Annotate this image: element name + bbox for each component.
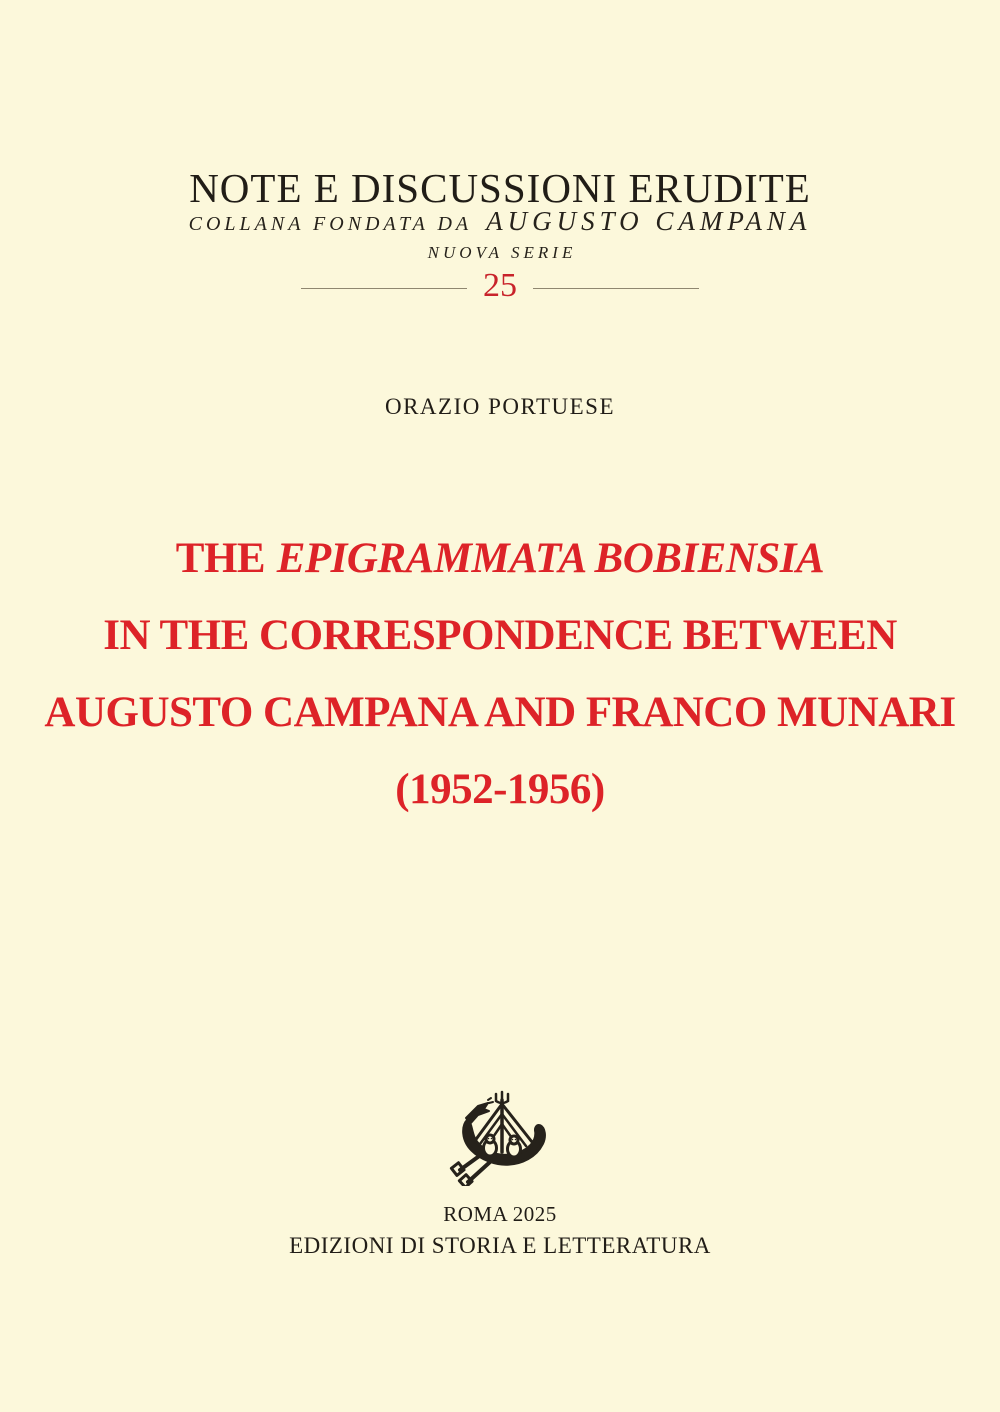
series-title: NOTE E DISCUSSIONI ERUDITE <box>189 165 811 211</box>
series-note: NUOVA SERIE <box>427 243 577 262</box>
series-subtitle-founder-name: AUGUSTO CAMPANA <box>486 206 812 236</box>
book-title-line-4: (1952-1956) <box>395 766 605 813</box>
publisher-name: EDIZIONI DI STORIA E LETTERATURA <box>289 1233 711 1258</box>
book-title-line-2: IN THE CORRESPONDENCE BETWEEN <box>103 612 897 659</box>
volume-number: 25 <box>483 267 517 304</box>
book-title-line-3: AUGUSTO CAMPANA AND FRANCO MUNARI <box>44 689 956 736</box>
publisher-logo <box>0 1090 1000 1186</box>
author-name: ORAZIO PORTUESE <box>384 394 616 419</box>
imprint-place-year: ROMA 2025 <box>443 1202 557 1226</box>
volume-number-row <box>0 267 1000 306</box>
book-title <box>0 520 1000 828</box>
noahs-ark-with-dove-icon <box>444 1090 556 1186</box>
series-subtitle-founded-by: COLLANA FONDATA DA <box>188 213 473 235</box>
left-rule <box>301 288 467 289</box>
book-title-line-1-latin: EPIGRAMMATA BOBIENSIA <box>276 535 825 582</box>
series-subtitle <box>0 206 1000 237</box>
book-title-line-1-prefix: THE <box>175 535 266 582</box>
right-rule <box>533 288 699 289</box>
book-title-line-1 <box>0 520 1000 597</box>
